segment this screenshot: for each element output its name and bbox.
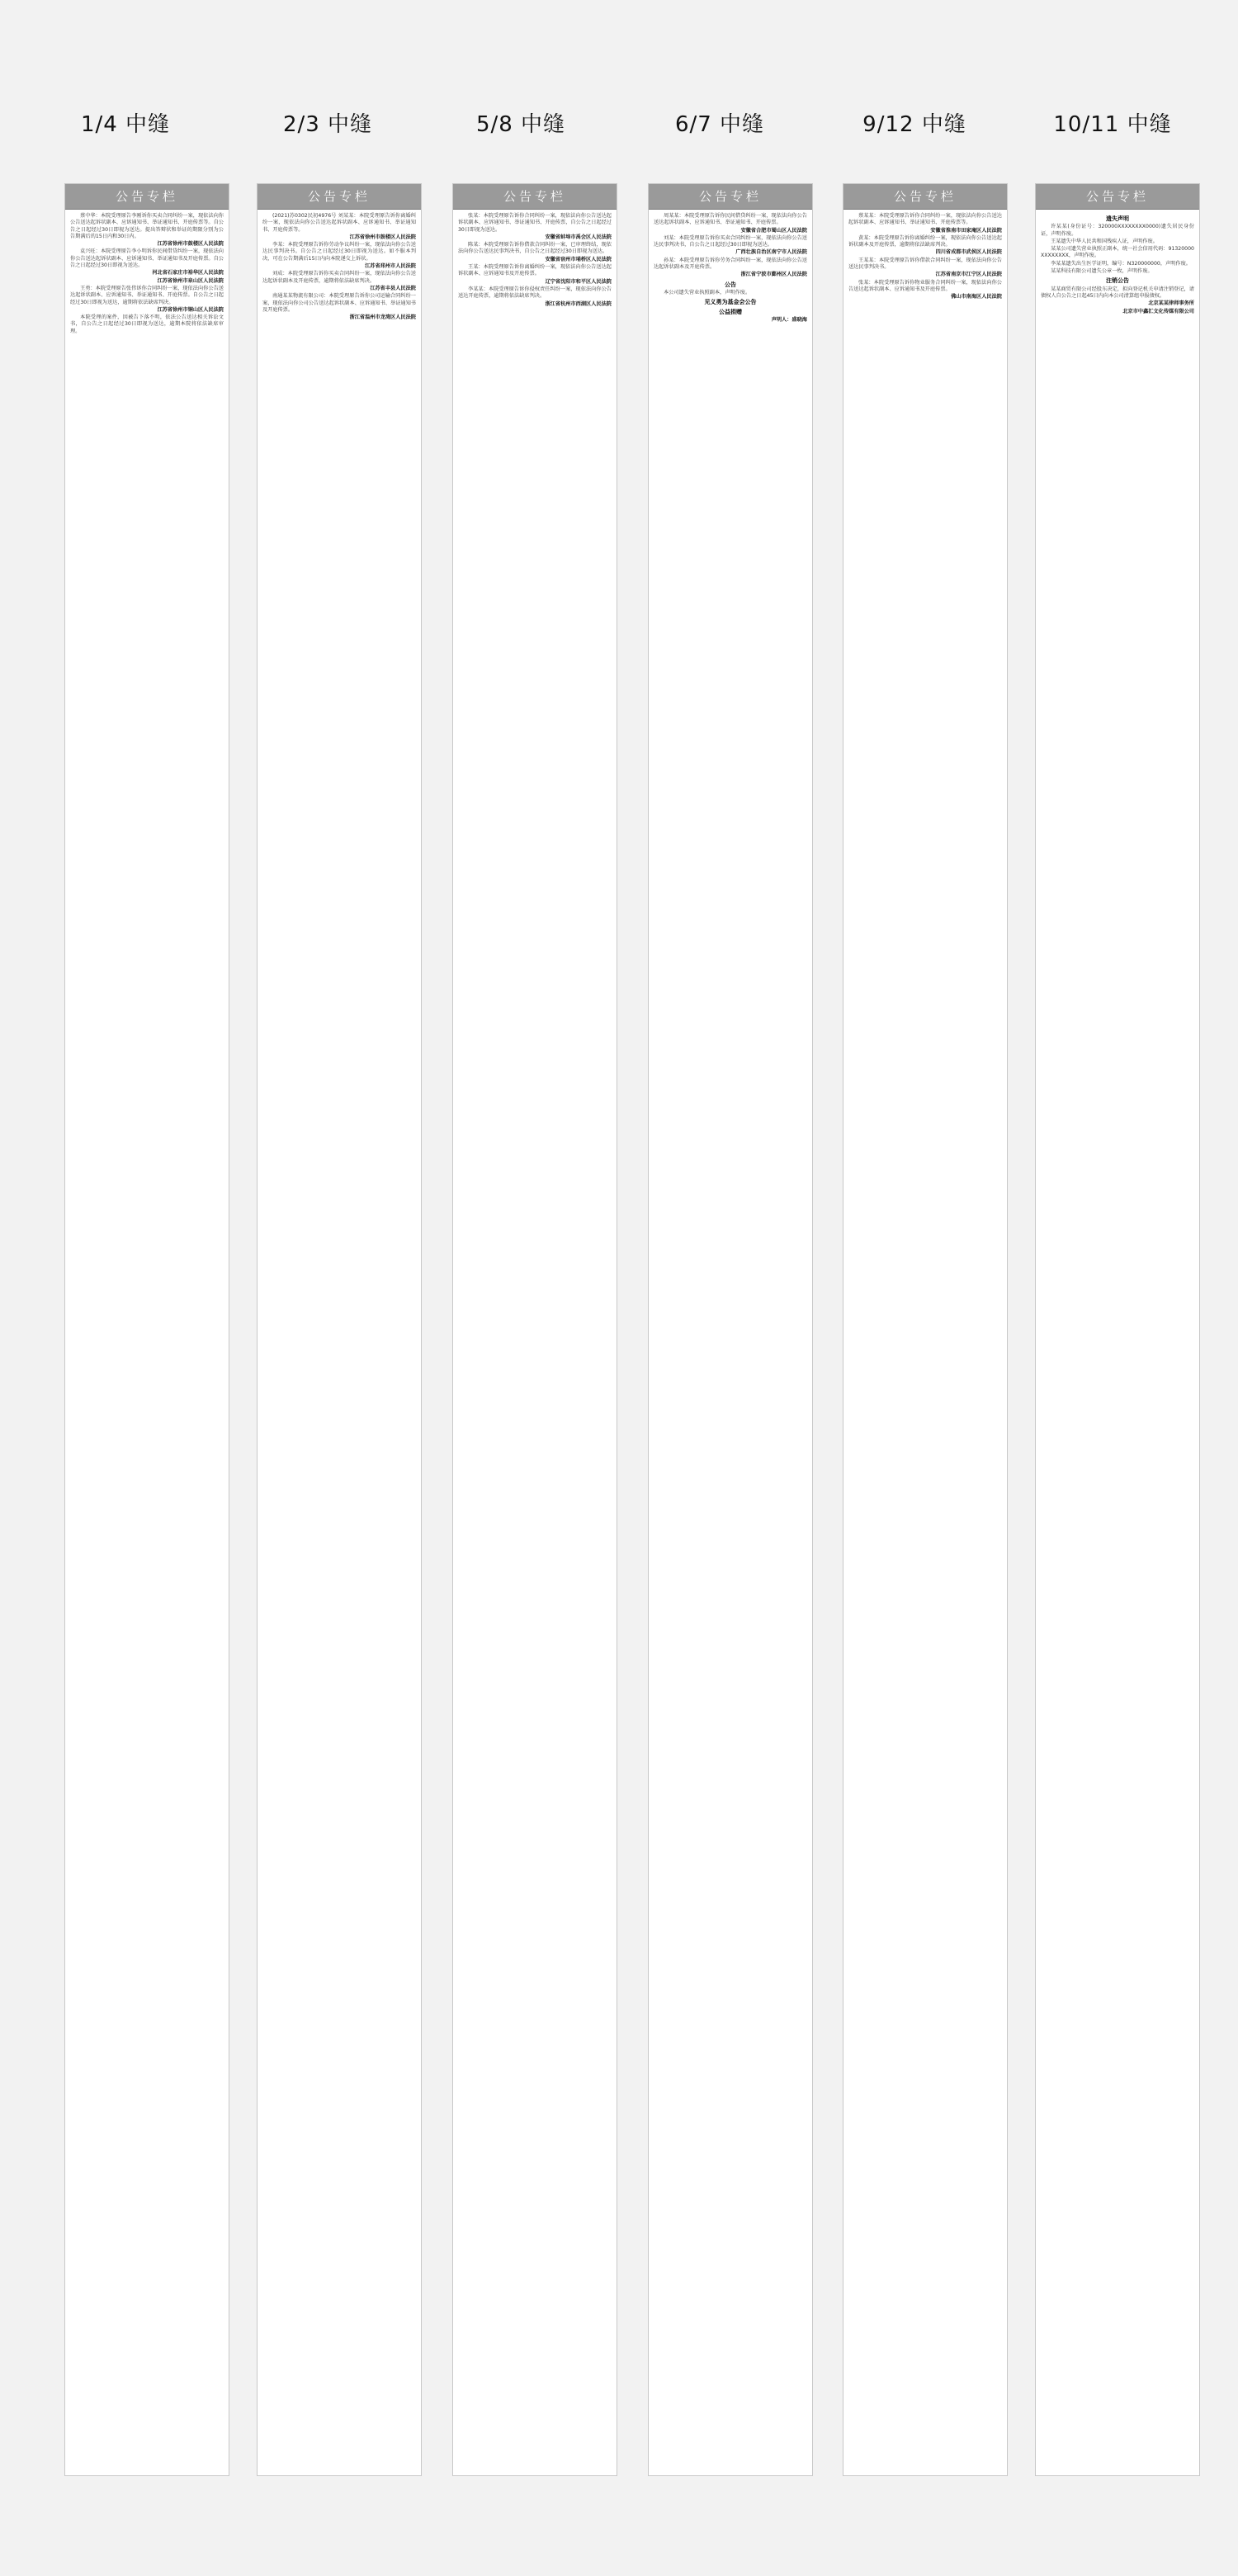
notice-text: 张某：本院受理原告诉你合同纠纷一案，现依法向你公告送达起诉状副本、应诉通知书、举证通知书、开庭传票，自公告之日起经过30日即视为送达。 (458, 213, 612, 233)
section-heading: 见义勇为基金会公告 (704, 299, 757, 306)
court-name: 江苏省徐州市鼓楼区人民法院 (349, 234, 416, 240)
court-name: 江苏省邳州市人民法院 (365, 263, 416, 270)
court-name: 安徽省宿州市埇桥区人民法院 (545, 256, 612, 262)
notice-strip-6 (1035, 183, 1200, 2476)
notice-text: 周某某：本院受理原告诉你民间借贷纠纷一案，现依法向你公告送达起诉状副本、应诉通知书、举证通知书、开庭传票。 (654, 213, 807, 226)
court-name: 佛山市南海区人民法院 (951, 294, 1002, 300)
signatory: 声明人：盛晓海 (771, 316, 807, 323)
notice-text: 蔡中华：本院受理原告李刚诉你买卖合同纠纷一案，现依法向你公告送达起诉状副本、应诉通知书、举证通知书、开庭传票等。自公告之日起经过30日即视为送达。提出答辩状和举证的期限分别为公告期满后的15日内和30日内。 (70, 213, 224, 239)
signatory: 北京某某律师事务所 (1148, 300, 1194, 307)
section-heading: 注销公告 (1106, 277, 1129, 285)
notice-text: 刘某：本院受理原告诉你买卖合同纠纷一案，现依法向你公告送达民事判决书，自公告之日起经过30日即视为送达。 (654, 234, 807, 248)
court-name: 广西壮族自治区南宁市人民法院 (735, 249, 807, 256)
notice-text: 李某某：本院受理原告诉你侵权责任纠纷一案，现依法向你公告送达开庭传票，逾期将依法缺席判决。 (458, 286, 612, 300)
notice-text: 王某某：本院受理原告诉你借款合同纠纷一案，现依法向你公告送达民事判决书。 (848, 257, 1002, 271)
notice-text: 本公司遗失营业执照副本，声明作废。 (664, 289, 751, 295)
notice-text: 某某科技有限公司遗失公章一枚，声明作废。 (1051, 268, 1153, 275)
strip-header: 公告专栏 (453, 184, 617, 210)
notice-strip-5 (843, 183, 1008, 2476)
court-name: 安徽省淮南市田家庵区人民法院 (930, 227, 1002, 234)
court-name: 河北省石家庄市裕华区人民法院 (152, 270, 224, 277)
notice-text: (2021)苏0302民初4976号 刘某某：本院受理原告诉你离婚纠纷一案，现依法向你公告送达起诉状副本、应诉通知书、举证通知书、开庭传票等。 (262, 213, 416, 233)
notice-strip-4 (648, 183, 813, 2476)
signatory: 北京市中鑫汇文化传媒有限公司 (1122, 308, 1194, 314)
notice-text: 某某商贸有限公司经股东决定，拟向登记机关申请注销登记，请债权人自公告之日起45日内向本公司清算组申报债权。 (1041, 286, 1194, 299)
notice-strip-2 (257, 183, 422, 2476)
court-name: 浙江省温州市龙湾区人民法院 (349, 314, 416, 321)
strip-header: 公告专栏 (258, 184, 421, 210)
notice-text: 李某：本院受理原告诉你劳动争议纠纷一案，现依法向你公告送达民事判决书。自公告之日起经过30日即视为送达。如不服本判决，可在公告期满后15日内向本院递交上诉状。 (262, 242, 416, 262)
court-name: 江苏省丰县人民法院 (370, 285, 416, 291)
strip-header: 公告专栏 (1036, 184, 1199, 210)
column-title: 6/7 中缝 (674, 112, 765, 137)
court-name: 江苏省徐州市泉山区人民法院 (157, 277, 224, 284)
notice-text: 王某：本院受理原告诉你离婚纠纷一案，现依法向你公告送达起诉状副本、应诉通知书及开庭传票。 (458, 264, 612, 277)
notice-text: 陈某：本院受理原告诉你借款合同纠纷一案，已审理终结，现依法向你公告送达民事判决书，自公告之日起经过30日即视为送达。 (458, 242, 612, 255)
court-name: 江苏省南京市江宁区人民法院 (935, 272, 1002, 278)
notice-text: 南通某某物流有限公司：本院受理原告诉你公司运输合同纠纷一案，现依法向你公司公告送达起诉状副本、应诉通知书、举证通知书及开庭传票。 (262, 293, 416, 313)
court-name: 四川省成都市武侯区人民法院 (935, 249, 1002, 256)
notice-strip-3 (452, 183, 617, 2476)
strip-header: 公告专栏 (65, 184, 229, 210)
notice-text: 黄某：本院受理原告诉你离婚纠纷一案，现依法向你公告送达起诉状副本及开庭传票，逾期将依法缺席判决。 (848, 234, 1002, 248)
court-name: 浙江省杭州市西湖区人民法院 (545, 300, 612, 307)
notice-text: 王勇：本院受理原告张伟诉你合同纠纷一案，现依法向你公告送达起诉状副本、应诉通知书、举证通知书、开庭传票。自公告之日起经过30日即视为送达，逾期将依法缺席判决。 (70, 285, 224, 305)
notice-text: 孙某：本院受理原告诉你劳务合同纠纷一案，现依法向你公告送达起诉状副本及开庭传票。 (654, 257, 807, 271)
strip-body (453, 210, 617, 312)
section-heading: 公益捐赠 (719, 308, 742, 315)
section-heading: 遗失声明 (1106, 215, 1129, 222)
strip-body (65, 210, 229, 339)
notice-text: 某某公司遗失营业执照正副本，统一社会信用代码：91320000XXXXXXXX，声明作废。 (1041, 246, 1194, 259)
court-name: 浙江省宁波市鄞州区人民法院 (740, 272, 807, 278)
strip-body (649, 210, 812, 328)
strip-body (1036, 210, 1199, 319)
court-name: 辽宁省沈阳市和平区人民法院 (545, 278, 612, 285)
section-heading: 公告 (725, 281, 736, 288)
column-title: 5/8 中缝 (475, 112, 566, 137)
strip-header: 公告专栏 (649, 184, 812, 210)
court-name: 安徽省合肥市蜀山区人民法院 (740, 227, 807, 234)
notice-strip-1 (64, 183, 229, 2476)
court-name: 江苏省徐州市鼓楼区人民法院 (157, 241, 224, 248)
notice-text: 许某某(身份证号：320000XXXXXXXX0000)遗失居民身份证，声明作废。 (1041, 224, 1194, 237)
strip-header: 公告专栏 (843, 184, 1007, 210)
strip-body (258, 210, 421, 325)
notice-text: 王某遗失中华人民共和国残疾人证，声明作废。 (1051, 238, 1158, 244)
notice-text: 袁兴旺：本院受理原告李小明诉你民间借贷纠纷一案，现依法向你公告送达起诉状副本、应诉通知书、举证通知书及开庭传票。自公告之日起经过30日即视为送达。 (70, 248, 224, 269)
notice-text: 李某某遗失出生医学证明，编号：N320000000，声明作废。 (1051, 260, 1191, 267)
court-name: 安徽省蚌埠市禹会区人民法院 (545, 234, 612, 240)
column-title: 9/12 中缝 (862, 112, 966, 137)
strip-body (843, 210, 1007, 305)
notice-text: 张某：本院受理原告诉你物业服务合同纠纷一案，现依法向你公告送达起诉状副本、应诉通知书及开庭传票。 (848, 279, 1002, 292)
notice-text: 本院受理的案件，因被告下落不明，依法公告送达相关诉讼文书，自公告之日起经过30日即视为送达，逾期本院将依法缺席审理。 (70, 314, 224, 334)
column-title: 2/3 中缝 (282, 112, 373, 137)
notice-text: 刘成：本院受理原告诉你买卖合同纠纷一案，现依法向你公告送达起诉状副本及开庭传票，逾期将依法缺席判决。 (262, 271, 416, 284)
notice-text: 蔡某某：本院受理原告诉你合同纠纷一案，现依法向你公告送达起诉状副本、应诉通知书、举证通知书、开庭传票等。 (848, 213, 1002, 226)
column-title: 1/4 中缝 (80, 112, 171, 137)
court-name: 江苏省徐州市铜山区人民法院 (157, 306, 224, 313)
column-title: 10/11 中缝 (1053, 112, 1172, 137)
